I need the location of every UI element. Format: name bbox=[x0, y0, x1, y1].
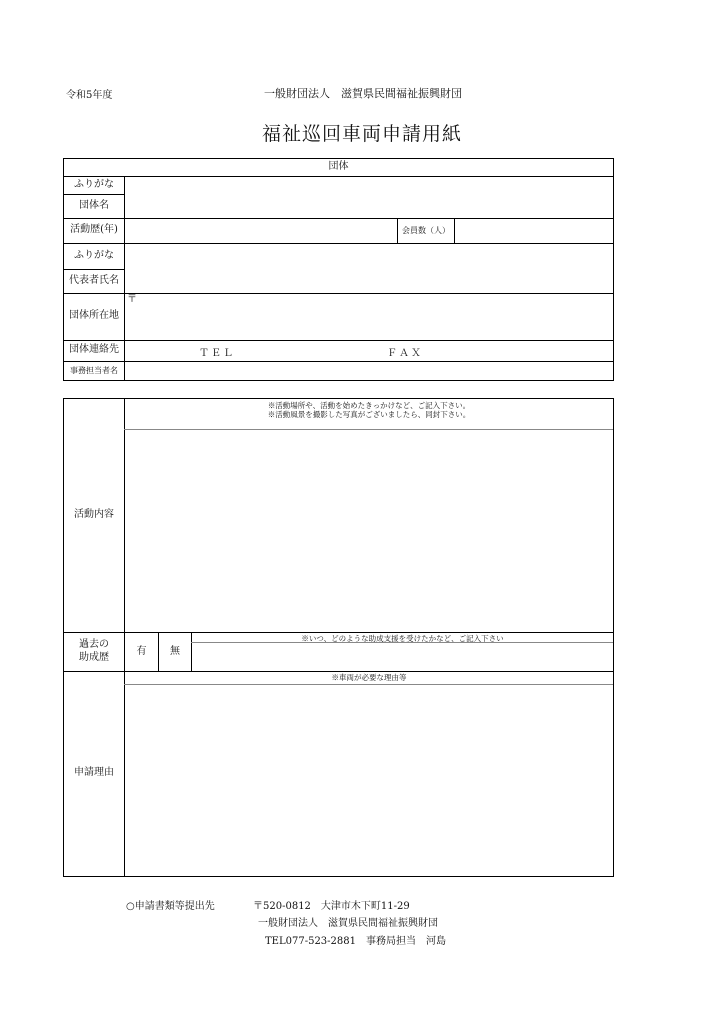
submit-contact: TEL077-523-2881 事務局担当 河島 bbox=[265, 936, 446, 947]
representative-label: 代表者氏名 bbox=[69, 274, 119, 286]
activity-input[interactable] bbox=[125, 430, 613, 632]
past-grants-note: ※いつ、どのような助成支援を受けたかなど、ご記入下さい bbox=[301, 634, 504, 643]
staff-label: 事務担当者名 bbox=[70, 365, 118, 375]
member-count-label: 会員数（人） bbox=[402, 225, 450, 235]
past-grants-no[interactable]: 無 bbox=[170, 645, 180, 657]
activity-label: 活動内容 bbox=[74, 509, 114, 521]
group-heading: 団体 bbox=[328, 161, 349, 173]
submit-organization: 一般財団法人 滋賀県民間福祉振興財団 bbox=[258, 918, 438, 929]
submit-label: ○申請書類等提出先 bbox=[126, 901, 215, 912]
address-label: 団体所在地 bbox=[69, 310, 119, 322]
activity-note-1: ※活動場所や、活動を始めたきっかけなど、ご記入下さい。 bbox=[267, 401, 471, 410]
group-name-label: 団体名 bbox=[79, 199, 109, 211]
tel-label: ＴＥＬ bbox=[199, 348, 235, 359]
form-title: 福祉巡回車両申請用紙 bbox=[261, 123, 462, 145]
details-table bbox=[63, 398, 614, 877]
past-grants-label-line2: 助成歴 bbox=[79, 651, 109, 663]
past-grants-input[interactable] bbox=[192, 643, 613, 671]
past-grants-label bbox=[64, 632, 124, 671]
group-name-input[interactable] bbox=[125, 177, 613, 218]
submit-address: 〒520-0812 大津市木下町11-29 bbox=[253, 901, 410, 912]
furigana-label: ふりがな bbox=[74, 178, 114, 190]
activity-note-2: ※活動風景を撮影した写真がございましたら、同封下さい。 bbox=[267, 410, 471, 419]
past-grants-yes[interactable]: 有 bbox=[136, 645, 147, 657]
activity-years-input[interactable] bbox=[125, 219, 397, 243]
address-input[interactable] bbox=[125, 294, 613, 340]
fiscal-year: 令和5年度 bbox=[66, 90, 113, 101]
contact-input[interactable] bbox=[125, 341, 613, 361]
member-count-input[interactable] bbox=[455, 219, 613, 243]
postal-mark: 〒 bbox=[127, 294, 137, 305]
reason-label: 申請理由 bbox=[74, 767, 114, 779]
contact-label: 団体連絡先 bbox=[69, 344, 119, 356]
staff-input[interactable] bbox=[125, 362, 613, 380]
reason-input[interactable] bbox=[125, 685, 613, 876]
past-grants-label-line1: 過去の bbox=[79, 639, 109, 650]
fax-label: ＦＡＸ bbox=[387, 348, 423, 359]
representative-input[interactable] bbox=[125, 244, 613, 293]
reason-note: ※車両が必要な理由等 bbox=[331, 673, 407, 682]
activity-years-label: 活動歴(年) bbox=[70, 224, 118, 236]
rep-furigana-label: ふりがな bbox=[74, 249, 114, 261]
group-info-table bbox=[63, 158, 614, 381]
organization-name: 一般財団法人 滋賀県民間福祉振興財団 bbox=[264, 87, 462, 100]
